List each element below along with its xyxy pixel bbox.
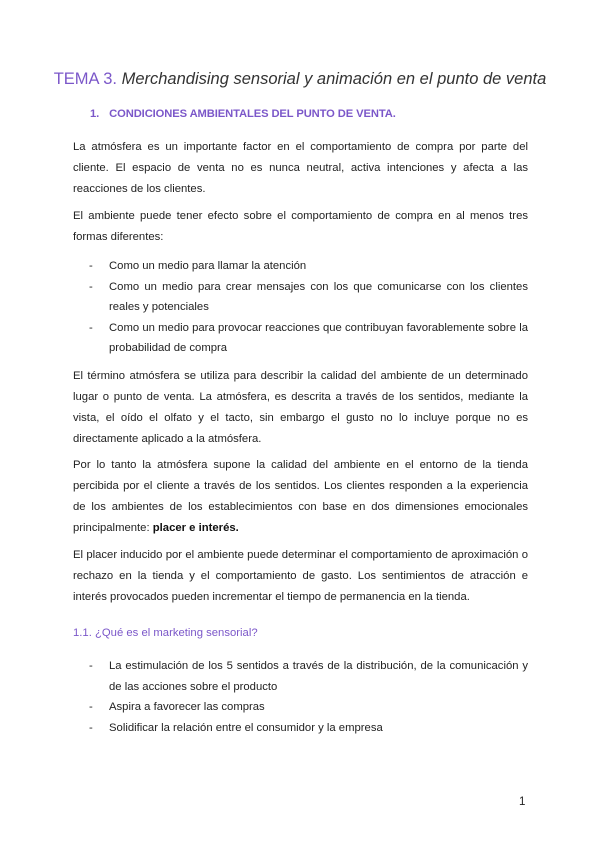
list-item: - Como un medio para provocar reacciones que contribuyan favorablemente sobre la probabilidad de compra [89,321,528,354]
title-text: Merchandising sensorial y animación en el punto de venta [121,70,547,88]
emphasis-text: placer e interés. [152,522,239,534]
bullet-list-1 [73,256,528,359]
paragraph-4: Por lo tanto la atmósfera supone la calidad del ambiente en el entorno de la tienda percibida por el cliente a través de los sentidos. Los clientes responden a la experiencia de los ambientes de los establecimientos con base en dos dimensiones emocionales principalmente: placer e interés. [73,459,528,534]
list-item: - Como un medio para crear mensajes con los que comunicarse con los clientes reales y potenciales [89,280,528,313]
title-tema: TEMA 3. [53,70,117,88]
paragraph-5: El placer inducido por el ambiente puede determinar el comportamiento de aproximación o rechazo en la tienda y el comportamiento de gasto. Los sentimientos de atracción e interés provocados pueden incrementar el tiempo de permanencia en la tienda. [73,549,528,603]
list-item: - Solidificar la relación entre el consumidor y la empresa [89,721,383,734]
paragraph-3: El término atmósfera se utiliza para describir la calidad del ambiente de un determinado lugar o punto de venta. La atmósfera, es descrita a través de los sentidos, mediante la vista, el oído el olfato y el tacto, sin embargo el gusto no lo incluye porque no es directamente aplicado a la atmósfera. [73,370,528,445]
subsection-heading: 1.1. ¿Qué es el marketing sensorial? [73,627,258,639]
section-number: 1. [90,108,100,120]
bullet-list-2 [73,656,528,738]
paragraph-2: El ambiente puede tener efecto sobre el comportamiento de compra en al menos tres formas diferentes: [73,210,528,243]
list-item: - Aspira a favorecer las compras [89,701,265,713]
list-item: - Como un medio para llamar la atención [89,260,307,272]
section-title: CONDICIONES AMBIENTALES DEL PUNTO DE VENTA. [109,108,396,120]
page-title [0,70,600,89]
section-heading [90,108,396,120]
page-number: 1 [519,796,526,808]
list-item: - La estimulación de los 5 sentidos a través de la distribución, de la comunicación y de las acciones sobre el producto [89,660,528,693]
paragraph-1: La atmósfera es un importante factor en el comportamiento de compra por parte del cliente. El espacio de venta no es nunca neutral, activa intenciones y afecta a las reacciones de los clientes. [73,141,528,195]
